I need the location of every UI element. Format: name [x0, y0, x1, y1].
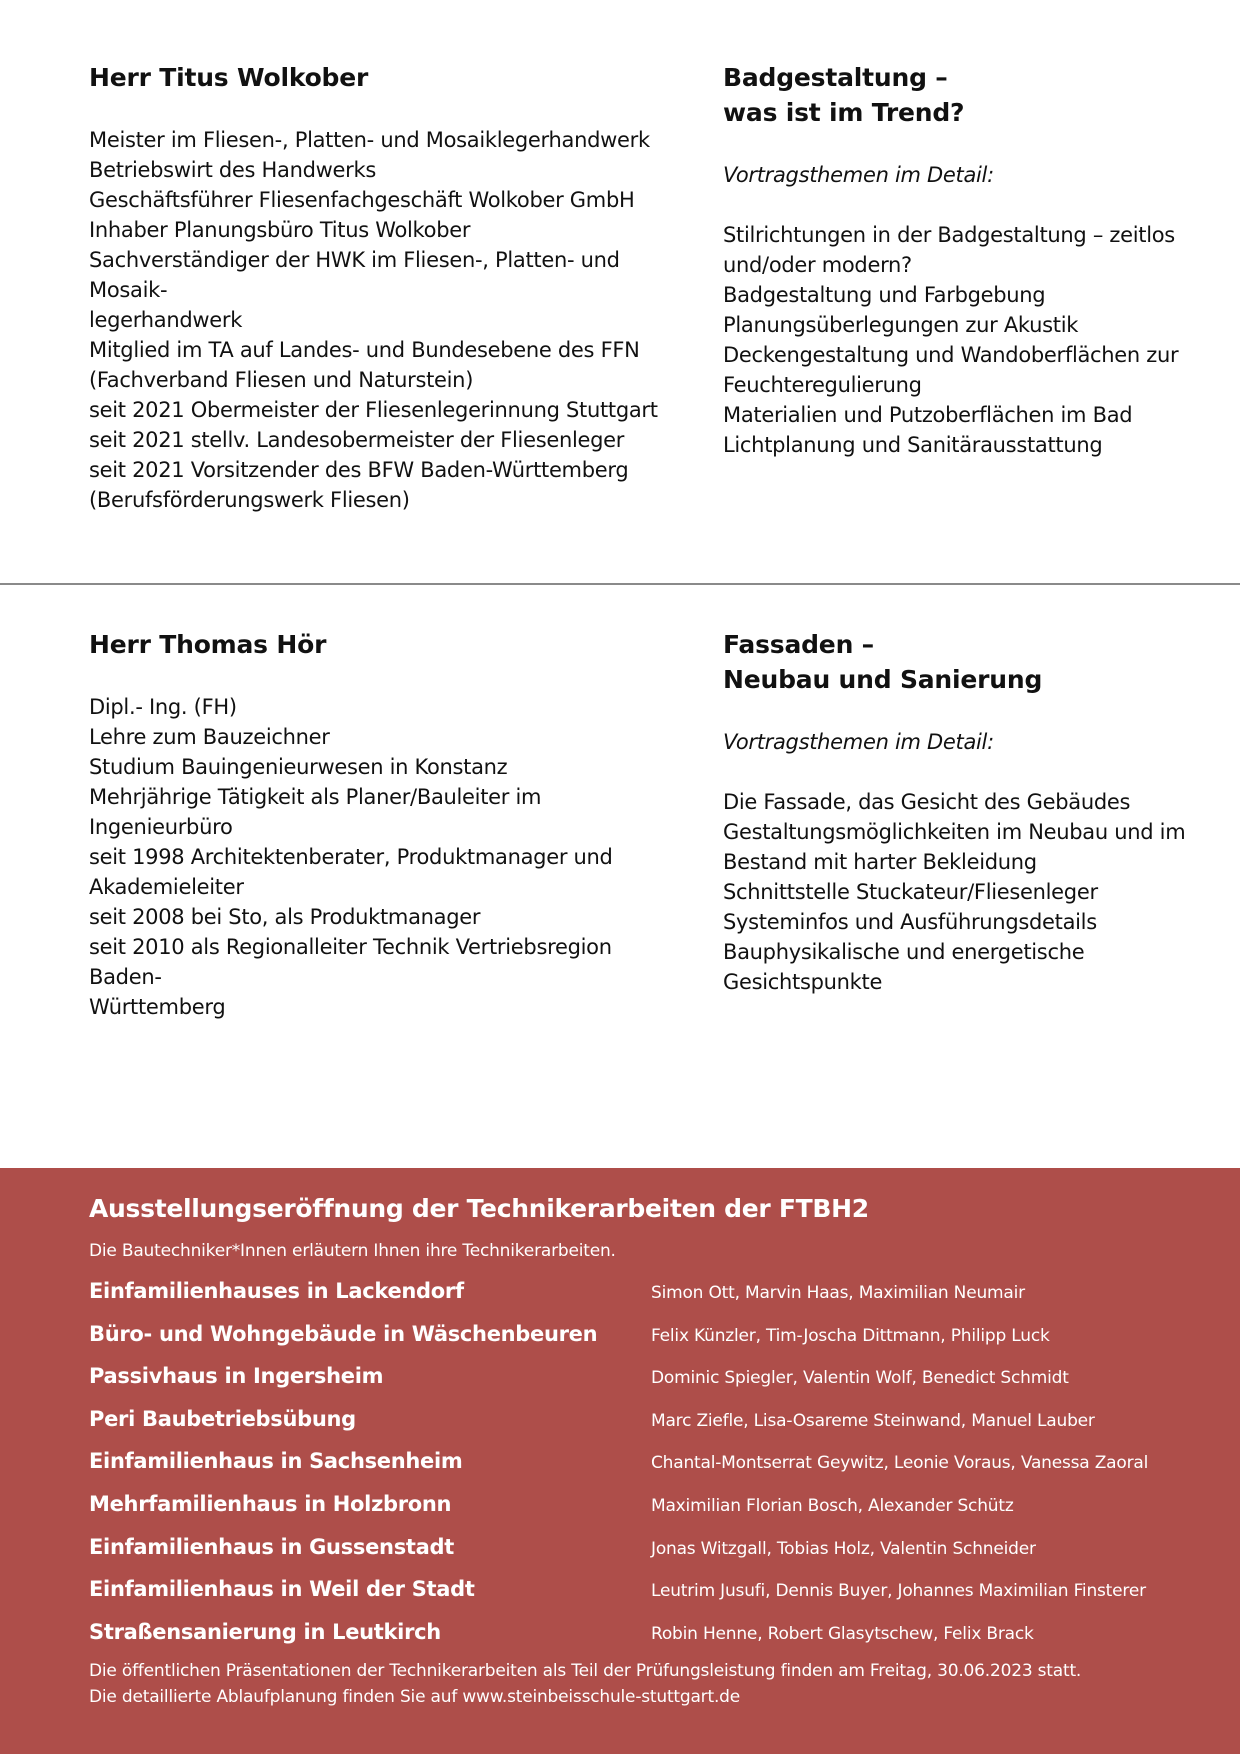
project-authors: Dominic Spiegler, Valentin Wolf, Benedict Schmidt — [651, 1368, 1069, 1389]
speaker-2-topic-title — [723, 627, 1203, 697]
exhibition-note-line: Die öffentlichen Präsentationen der Technikerarbeiten als Teil der Prüfungsleistung finden am Freitag, 30.06.2023 statt. — [89, 1661, 1082, 1681]
project-title: Straßensanierung in Leutkirch — [89, 1619, 441, 1644]
bio-line: Geschäftsführer Fliesenfachgeschäft Wolkober GmbH — [89, 188, 635, 212]
bio-line: seit 2008 bei Sto, als Produktmanager — [89, 905, 481, 929]
project-title: Mehrfamilienhaus in Holzbronn — [89, 1491, 452, 1516]
topic-line: Badgestaltung und Farbgebung — [723, 283, 1046, 307]
project-authors: Maximilian Florian Bosch, Alexander Schütz — [651, 1495, 1014, 1516]
topic-title-line: Fassaden – — [723, 630, 874, 659]
bio-line: (Fachverband Fliesen und Naturstein) — [89, 368, 474, 392]
speaker-1-topic-title — [723, 60, 1203, 130]
topic-line: Bestand mit harter Bekleidung — [723, 850, 1037, 874]
project-title: Passivhaus in Ingersheim — [89, 1364, 384, 1389]
topic-line: Stilrichtungen in der Badgestaltung – zeitlos — [723, 223, 1175, 247]
project-authors: Chantal-Montserrat Geywitz, Leonie Voraus, Vanessa Zaoral — [651, 1453, 1149, 1474]
bio-line: Sachverständiger der HWK im Fliesen-, Platten- und Mosaik- — [89, 248, 620, 302]
bio-line: Mehrjährige Tätigkeit als Planer/Bauleiter im Ingenieurbüro — [89, 785, 542, 839]
speaker-2-bio-column — [89, 627, 689, 1022]
project-row — [89, 1319, 1209, 1362]
project-authors: Jonas Witzgall, Tobias Holz, Valentin Schneider — [651, 1538, 1036, 1559]
speaker-2-bio — [89, 692, 689, 1022]
project-authors: Simon Ott, Marvin Haas, Maximilian Neumair — [651, 1283, 1025, 1303]
bio-line: seit 2010 als Regionalleiter Technik Vertriebsregion Baden- — [89, 935, 612, 989]
project-authors: Felix Künzler, Tim-Joscha Dittmann, Philipp Luck — [651, 1325, 1050, 1346]
topic-title-line: Neubau und Sanierung — [723, 665, 1043, 694]
bio-line: Akademieleiter — [89, 875, 244, 899]
topic-line: Materialien und Putzoberflächen im Bad — [723, 403, 1133, 427]
speaker-1-bio-column — [89, 60, 689, 515]
speaker-2-topics — [723, 787, 1203, 997]
topic-line: Die Fassade, das Gesicht des Gebäudes — [723, 790, 1131, 814]
topic-line: Lichtplanung und Sanitärausstattung — [723, 433, 1103, 457]
speaker-1-bio — [89, 125, 689, 515]
speaker-1-topic-subtitle: Vortragsthemen im Detail: — [723, 163, 994, 187]
speaker-2-name: Herr Thomas Hör — [89, 630, 327, 659]
project-authors: Leutrim Jusufi, Dennis Buyer, Johannes Maximilian Finsterer — [651, 1581, 1146, 1602]
speaker-1-topic-column — [723, 60, 1203, 460]
speaker-2-topic-subtitle: Vortragsthemen im Detail: — [723, 730, 994, 754]
project-title: Einfamilienhaus in Gussenstadt — [89, 1534, 454, 1559]
bio-line: Meister im Fliesen-, Platten- und Mosaiklegerhandwerk — [89, 128, 650, 152]
bio-line: Lehre zum Bauzeichner — [89, 725, 330, 749]
project-row — [89, 1617, 1209, 1660]
topic-line: Deckengestaltung und Wandoberflächen zur — [723, 343, 1179, 367]
exhibition-title: Ausstellungseröffnung der Technikerarbeiten der FTBH2 — [89, 1194, 869, 1223]
bio-line: seit 1998 Architektenberater, Produktmanager und — [89, 845, 613, 869]
topic-line: Planungsüberlegungen zur Akustik — [723, 313, 1079, 337]
exhibition-panel — [0, 1168, 1240, 1754]
bio-line: seit 2021 Vorsitzender des BFW Baden-Württemberg — [89, 458, 629, 482]
bio-line: (Berufsförderungswerk Fliesen) — [89, 488, 410, 512]
project-title: Peri Baubetriebsübung — [89, 1406, 356, 1431]
speaker-2-topic-column — [723, 627, 1203, 997]
project-title: Büro- und Wohngebäude in Wäschenbeuren — [89, 1321, 598, 1346]
project-row — [89, 1489, 1209, 1532]
topic-line: Gestaltungsmöglichkeiten im Neubau und im — [723, 820, 1186, 844]
project-row — [89, 1574, 1209, 1617]
exhibition-note-line: Die detaillierte Ablaufplanung finden Sie auf www.steinbeisschule-stuttgart.de — [89, 1687, 740, 1707]
bio-line: Mitglied im TA auf Landes- und Bundesebene des FFN — [89, 338, 640, 362]
speaker-1-name: Herr Titus Wolkober — [89, 63, 369, 92]
project-row — [89, 1276, 1209, 1319]
project-row — [89, 1532, 1209, 1575]
bio-line: Betriebswirt des Handwerks — [89, 158, 376, 182]
bio-line: legerhandwerk — [89, 308, 243, 332]
bio-line: Dipl.- Ing. (FH) — [89, 695, 237, 719]
project-list — [89, 1276, 1209, 1659]
bio-line: seit 2021 stellv. Landesobermeister der Fliesenleger — [89, 428, 625, 452]
topic-line: Systeminfos und Ausführungsdetails — [723, 910, 1097, 934]
topic-line: Gesichtspunkte — [723, 970, 883, 994]
exhibition-note — [89, 1658, 1081, 1710]
bio-line: seit 2021 Obermeister der Fliesenlegerinnung Stuttgart — [89, 398, 658, 422]
exhibition-subtitle: Die Bautechniker*Innen erläutern Ihnen ihre Technikerarbeiten. — [89, 1241, 616, 1261]
topic-line: Feuchteregulierung — [723, 373, 922, 397]
speaker-1-topics — [723, 220, 1203, 460]
project-row — [89, 1361, 1209, 1404]
bio-line: Studium Bauingenieurwesen in Konstanz — [89, 755, 508, 779]
topic-line: und/oder modern? — [723, 253, 912, 277]
project-row — [89, 1446, 1209, 1489]
project-title: Einfamilienhaus in Sachsenheim — [89, 1449, 463, 1474]
bio-line: Württemberg — [89, 995, 226, 1019]
section-divider — [0, 583, 1240, 585]
bio-line: Inhaber Planungsbüro Titus Wolkober — [89, 218, 471, 242]
project-authors: Marc Ziefle, Lisa-Osareme Steinwand, Manuel Lauber — [651, 1410, 1095, 1431]
project-authors: Robin Henne, Robert Glasytschew, Felix Brack — [651, 1623, 1034, 1644]
topic-line: Bauphysikalische und energetische — [723, 940, 1085, 964]
project-title: Einfamilienhaus in Weil der Stadt — [89, 1577, 475, 1602]
project-title: Einfamilienhauses in Lackendorf — [89, 1279, 464, 1303]
topic-title-line: was ist im Trend? — [723, 98, 965, 127]
project-row — [89, 1404, 1209, 1447]
topic-line: Schnittstelle Stuckateur/Fliesenleger — [723, 880, 1098, 904]
topic-title-line: Badgestaltung – — [723, 63, 948, 92]
